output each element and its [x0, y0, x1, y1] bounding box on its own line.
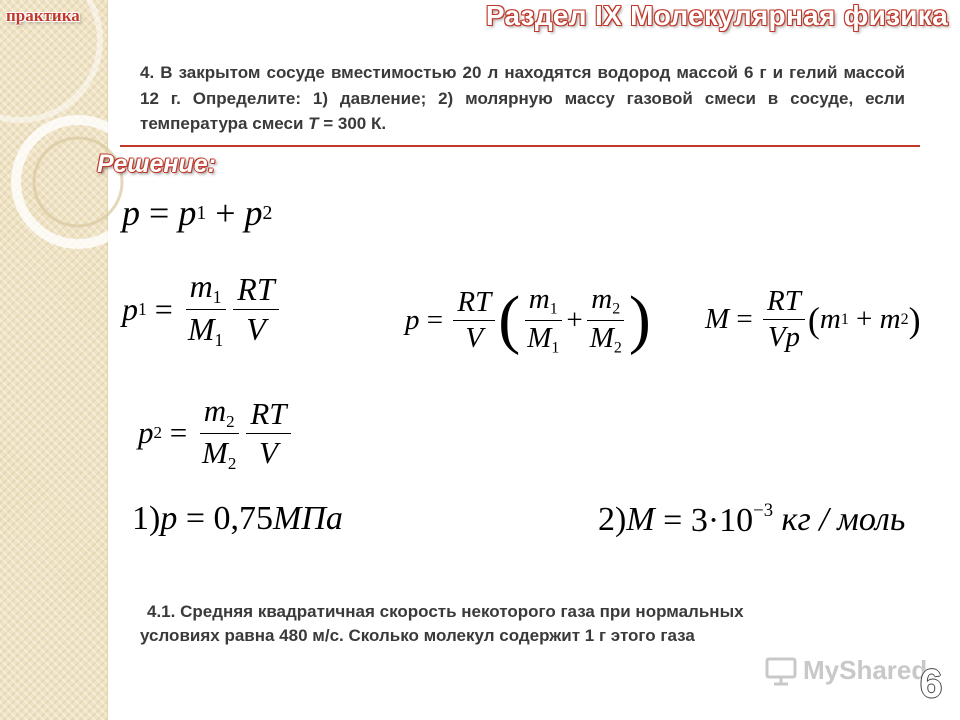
formula-total-pressure: p = p 1 + p 2: [122, 193, 273, 233]
result-2-prefix: 2): [598, 500, 627, 538]
problem-statement: [140, 60, 905, 137]
formula-partial-pressure-1: p 1 = $\frac{m_1}{M_1}$ $\frac{RT}{V}$: [122, 268, 282, 351]
solution-heading: Решение:: [97, 150, 216, 178]
result-molar-mass: 2) M = $3\cdot 10^{-3}$ кг / моль: [598, 500, 906, 539]
result-1-unit: МПа: [273, 500, 343, 537]
watermark-text: MyShared: [803, 655, 928, 685]
formula-molar-mass: M = $\frac{RT}{Vp}$ ( m 1 + m 2 ): [705, 285, 921, 353]
decorative-rings: [0, 0, 140, 260]
next-problem-line-2: условиях равна 480 м/с. Сколько молекул содержит 1 г этого газа: [140, 626, 695, 645]
problem-text-b: = 300 К.: [318, 114, 387, 133]
result-pressure: 1) p = 0,75 МПа: [132, 500, 343, 537]
problem-number: 4.: [140, 63, 155, 82]
result-2-unit: кг / моль: [781, 500, 906, 538]
next-problem: [140, 600, 900, 648]
page-number: 6: [920, 662, 943, 706]
problem-text-a: В закрытом сосуде вместимостью 20 л находятся водород массой 6 г и гелий массой 12 г. Определите: 1) давление; 2) молярную массу газовой смеси в сосуде, если температура смеси: [140, 63, 905, 133]
result-1-prefix: 1): [132, 500, 161, 537]
problem-var-T: T: [308, 114, 319, 133]
result-1-value: 0,75: [213, 500, 274, 537]
section-title: Раздел IX Молекулярная физика: [485, 0, 948, 31]
watermark: [765, 655, 927, 686]
formula-mixture-pressure: p = $\frac{RT}{V}$ ( $\frac{m_1}{M_1}$ + $\frac{m_2}{M_2}$ ): [405, 283, 651, 357]
formula-partial-pressure-2: p 2 = $\frac{m_2}{M_2}$ $\frac{RT}{V}$: [138, 393, 294, 474]
practice-badge: практика: [6, 6, 80, 25]
projector-icon: [765, 656, 797, 686]
divider-line: [120, 145, 920, 147]
next-problem-line-1: 4.1. Средняя квадратичная скорость некоторого газа при нормальных: [147, 602, 744, 621]
